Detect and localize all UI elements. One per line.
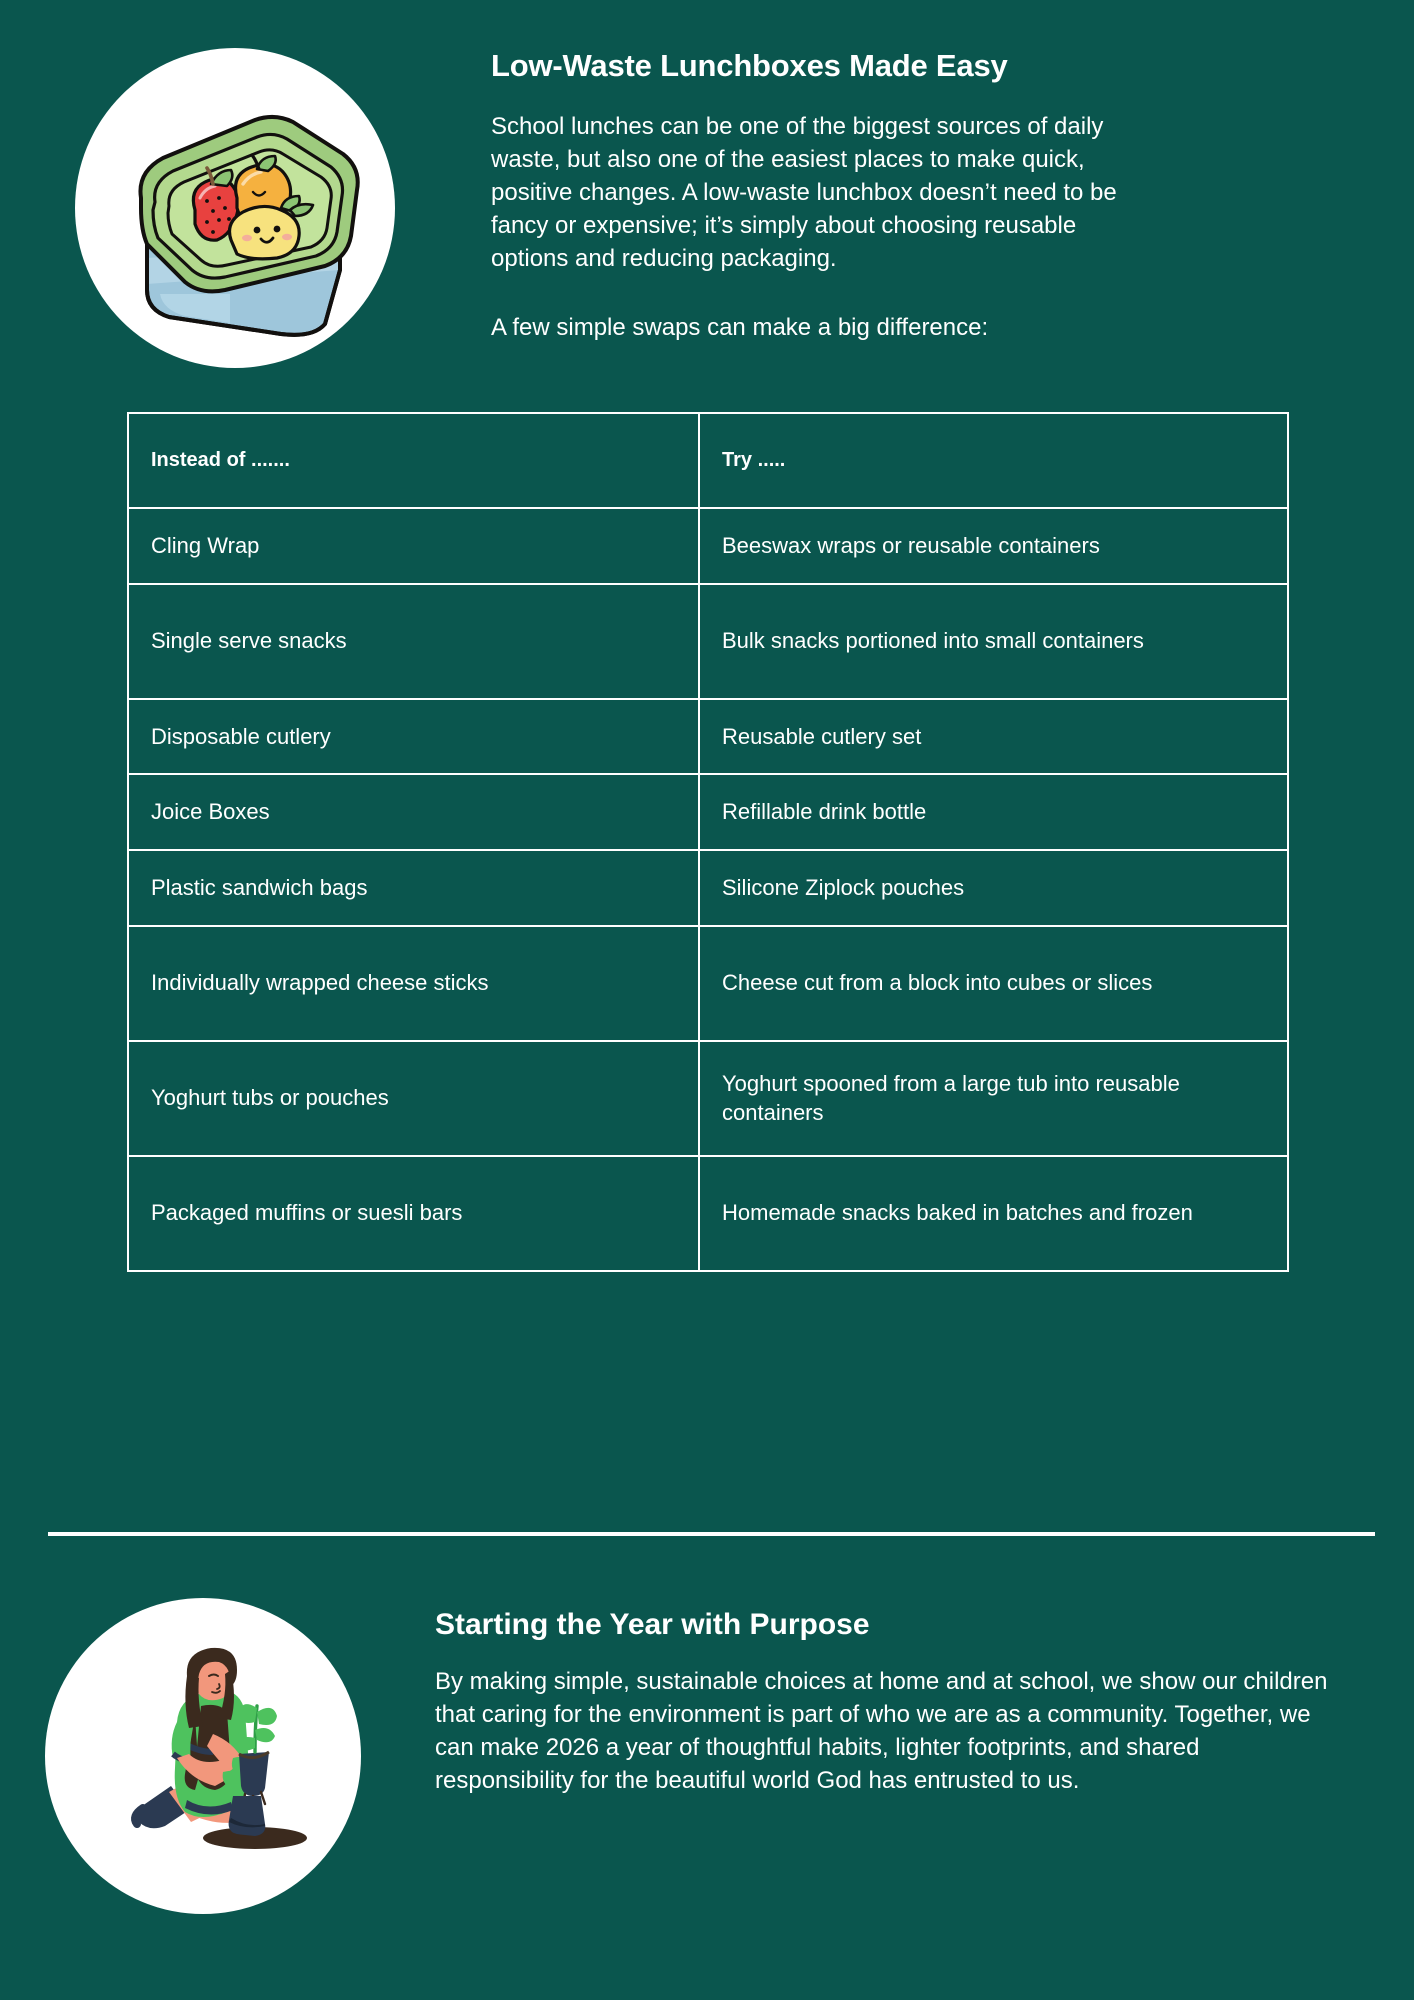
cell-instead-of: Joice Boxes [128, 774, 699, 850]
cell-instead-of: Individually wrapped cheese sticks [128, 926, 699, 1041]
cell-try: Silicone Ziplock pouches [699, 850, 1288, 926]
purpose-section [0, 1598, 1414, 1914]
table-row [128, 584, 1288, 699]
table-header-row [128, 413, 1288, 508]
cell-try: Homemade snacks baked in batches and frozen [699, 1156, 1288, 1271]
section-divider [48, 1532, 1375, 1536]
table-row [128, 774, 1288, 850]
table-row [128, 1156, 1288, 1271]
lunchbox-illustration-badge [75, 48, 395, 368]
column-header-instead-of: Instead of ....... [128, 413, 699, 508]
table-row [128, 699, 1288, 775]
swap-table-container [127, 412, 1287, 1272]
purpose-paragraph: By making simple, sustainable choices at home and at school, we show our children that caring for the environment is part of who we are as a community. Together, we can make 2026 a year of thoughtful habits, lighter footprints, and shared responsibility for the beautiful world God has entrusted to us. [435, 1667, 1328, 1794]
cell-try: Bulk snacks portioned into small containers [699, 584, 1288, 699]
cell-try: Beeswax wraps or reusable containers [699, 508, 1288, 584]
table-row [128, 850, 1288, 926]
page-title: Low-Waste Lunchboxes Made Easy [491, 48, 1008, 83]
cell-instead-of: Plastic sandwich bags [128, 850, 699, 926]
cell-instead-of: Packaged muffins or suesli bars [128, 1156, 699, 1271]
table-row [128, 508, 1288, 584]
table-row [128, 1041, 1288, 1156]
cell-instead-of: Disposable cutlery [128, 699, 699, 775]
bento-lunchbox-illustration [85, 58, 385, 358]
cell-try: Reusable cutlery set [699, 699, 1288, 775]
table-row [128, 926, 1288, 1041]
purpose-text-block [435, 1598, 1335, 1797]
swap-table-body [128, 508, 1288, 1271]
cell-instead-of: Cling Wrap [128, 508, 699, 584]
cell-try: Cheese cut from a block into cubes or slices [699, 926, 1288, 1041]
cell-instead-of: Yoghurt tubs or pouches [128, 1041, 699, 1156]
intro-paragraph: School lunches can be one of the biggest sources of daily waste, but also one of the easiest places to make quick, positive changes. A low-waste lunchbox doesn’t need to be fancy or expensive; it’s simply about choosing reusable options and reducing packaging. [491, 112, 1117, 273]
swap-table [127, 412, 1289, 1272]
column-header-try: Try ..... [699, 413, 1288, 508]
purpose-title: Starting the Year with Purpose [435, 1608, 870, 1641]
cell-instead-of: Single serve snacks [128, 584, 699, 699]
swaps-lead-in: A few simple swaps can make a big difference: [491, 314, 989, 342]
cell-try: Refillable drink bottle [699, 774, 1288, 850]
cell-try: Yoghurt spooned from a large tub into reusable containers [699, 1041, 1288, 1156]
woman-planting-seedling-illustration [73, 1626, 333, 1886]
planting-illustration-badge [45, 1598, 361, 1914]
lunchbox-section [0, 0, 1414, 368]
lunchbox-text-block [491, 40, 1131, 344]
